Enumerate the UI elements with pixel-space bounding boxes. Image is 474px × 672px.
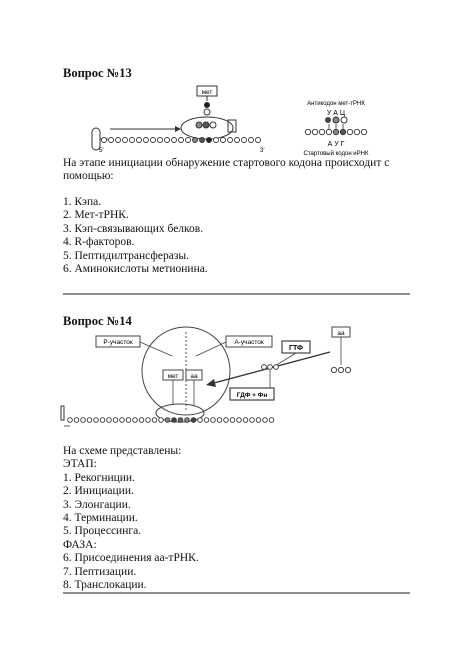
nucleotide-dot — [250, 418, 255, 423]
q14-stage-label: ЭТАП: — [63, 458, 97, 471]
nucleotide-dot — [269, 418, 274, 423]
nucleotide-dot — [87, 418, 92, 423]
nucleotide-dot — [243, 418, 248, 423]
nucleotide-dot — [263, 418, 268, 423]
q13-option[interactable]: 5. Пептидилтрансферазы. — [63, 249, 189, 262]
nucleotide-dot — [165, 418, 170, 423]
nucleotide-dot — [224, 418, 229, 423]
nucleotide-dot — [237, 418, 242, 423]
q14-question-line: На схеме представлены: — [63, 445, 182, 457]
codon-caption: Стартовый кодон иРНК — [303, 151, 369, 157]
q14-option[interactable]: 1. Рекогниции. — [63, 471, 135, 484]
met-label: мет — [167, 373, 179, 380]
codon-letters: А У Г — [327, 141, 345, 148]
nucleotide-dot — [120, 418, 125, 423]
divider — [63, 592, 410, 594]
q13-question-line2: помощью: — [63, 170, 114, 183]
q14-option[interactable]: 5. Процессинга. — [63, 525, 142, 538]
nucleotide-dot — [133, 418, 138, 423]
nucleotide-dot — [94, 418, 99, 423]
nucleotide-dot — [230, 418, 235, 423]
nucleotide-dot — [139, 418, 144, 423]
q13-option[interactable]: 3. Кэп-связывающих белков. — [63, 222, 204, 235]
anticodon-letters: У А Ц — [326, 110, 346, 117]
nucleotide-dot — [68, 418, 73, 423]
nucleotide-dot — [81, 418, 86, 423]
aa-incoming-label: аа — [337, 330, 345, 337]
nucleotide-dot — [172, 418, 177, 423]
a-site-label: А-участок — [234, 339, 264, 346]
aa-label: аа — [190, 373, 198, 380]
nucleotide-dot — [152, 418, 157, 423]
nucleotide-dot — [159, 418, 164, 423]
nucleotide-dot — [217, 418, 222, 423]
nucleotide-dot — [204, 418, 209, 423]
met-label: мет — [201, 89, 213, 96]
nucleotide-dot — [74, 418, 79, 423]
question-14-title: Вопрос №14 — [63, 314, 132, 328]
nucleotide-dot — [191, 418, 196, 423]
nucleotide-dot — [146, 418, 151, 423]
p-site-label: Р-участок — [103, 339, 133, 346]
gtp-label: ГТФ — [289, 345, 303, 352]
three-prime-label: 3' — [260, 148, 265, 154]
nucleotide-dot — [211, 418, 216, 423]
q14-option[interactable]: 6. Присоединения аа-тРНК. — [63, 552, 199, 565]
q14-option[interactable]: 4. Терминации. — [63, 512, 138, 525]
q14-option[interactable]: 8. Транслокации. — [63, 579, 147, 592]
nucleotide-dot — [256, 418, 261, 423]
question-13-title: Вопрос №13 — [63, 66, 132, 80]
q13-option[interactable]: 1. Кэпа. — [63, 196, 102, 208]
q13-question-line1: На этапе инициации обнаружение стартового кодона происходит с — [63, 157, 390, 169]
anticodon-caption: Антикодон мет-тРНК — [307, 101, 365, 107]
nucleotide-dot — [126, 418, 131, 423]
nucleotide-dot — [100, 418, 105, 423]
q13-option[interactable]: 2. Мет-тРНК. — [63, 209, 129, 222]
nucleotide-dot — [113, 418, 118, 423]
q14-question — [63, 445, 199, 592]
nucleotide-dot — [185, 418, 190, 423]
nucleotide-dot — [107, 418, 112, 423]
q14-option[interactable]: 2. Инициации. — [63, 485, 134, 498]
q13-option[interactable]: 6. Аминокислоты метионина. — [63, 263, 208, 276]
gdp-label: ГДФ + Фн — [236, 392, 268, 399]
q14-phase-label: ФАЗА: — [63, 538, 97, 551]
five-prime-label: 5' — [99, 148, 104, 154]
q13-option[interactable]: 4. R-факторов. — [63, 236, 135, 249]
q14-option[interactable]: 7. Пептизации. — [63, 565, 137, 578]
nucleotide-dot — [198, 418, 203, 423]
nucleotide-dot — [178, 418, 183, 423]
q14-option[interactable]: 3. Элонгации. — [63, 498, 131, 511]
